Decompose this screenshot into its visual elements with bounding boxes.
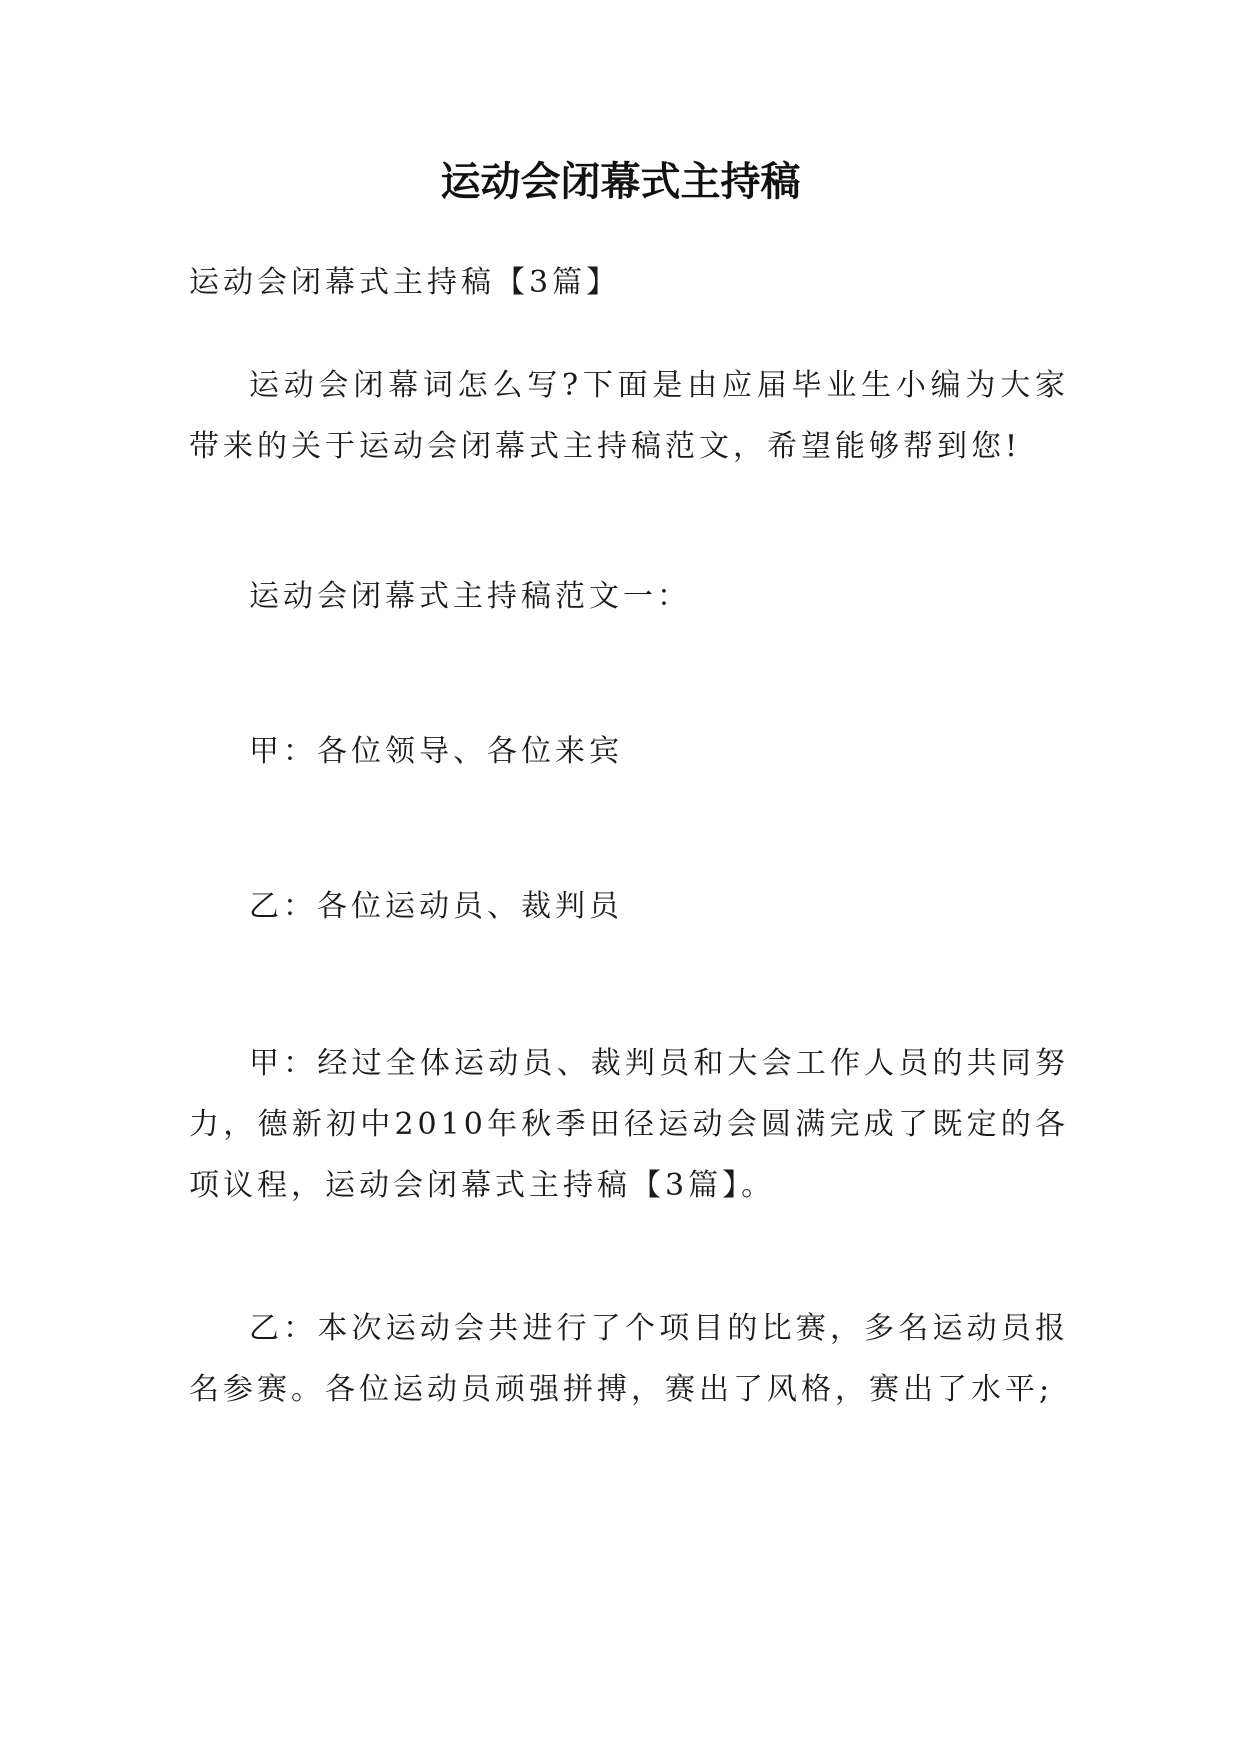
dialogue-paragraph-3: 甲：经过全体运动员、裁判员和大会工作人员的共同努力，德新初中2010年秋季田径运动会圆满完成了既定的各项议程，运动会闭幕式主持稿【3篇】。 [189, 1046, 1069, 1203]
section-heading-paragraph: 运动会闭幕式主持稿范文一： [249, 579, 691, 614]
subtitle-paragraph: 运动会闭幕式主持稿【3篇】 [189, 265, 621, 300]
dialogue-paragraph-1: 甲：各位领导、各位来宾 [249, 734, 623, 769]
dialogue-paragraph-4: 乙：本次运动会共进行了个项目的比赛，多名运动员报名参赛。各位运动员顽强拼搏，赛出了风格，赛出了水平; [189, 1311, 1069, 1407]
dialogue-paragraph-2: 乙：各位运动员、裁判员 [249, 889, 623, 924]
document-title: 运动会闭幕式主持稿 [440, 158, 801, 205]
intro-paragraph: 运动会闭幕词怎么写?下面是由应届毕业生小编为大家带来的关于运动会闭幕式主持稿范文，希望能够帮到您! [189, 368, 1069, 464]
